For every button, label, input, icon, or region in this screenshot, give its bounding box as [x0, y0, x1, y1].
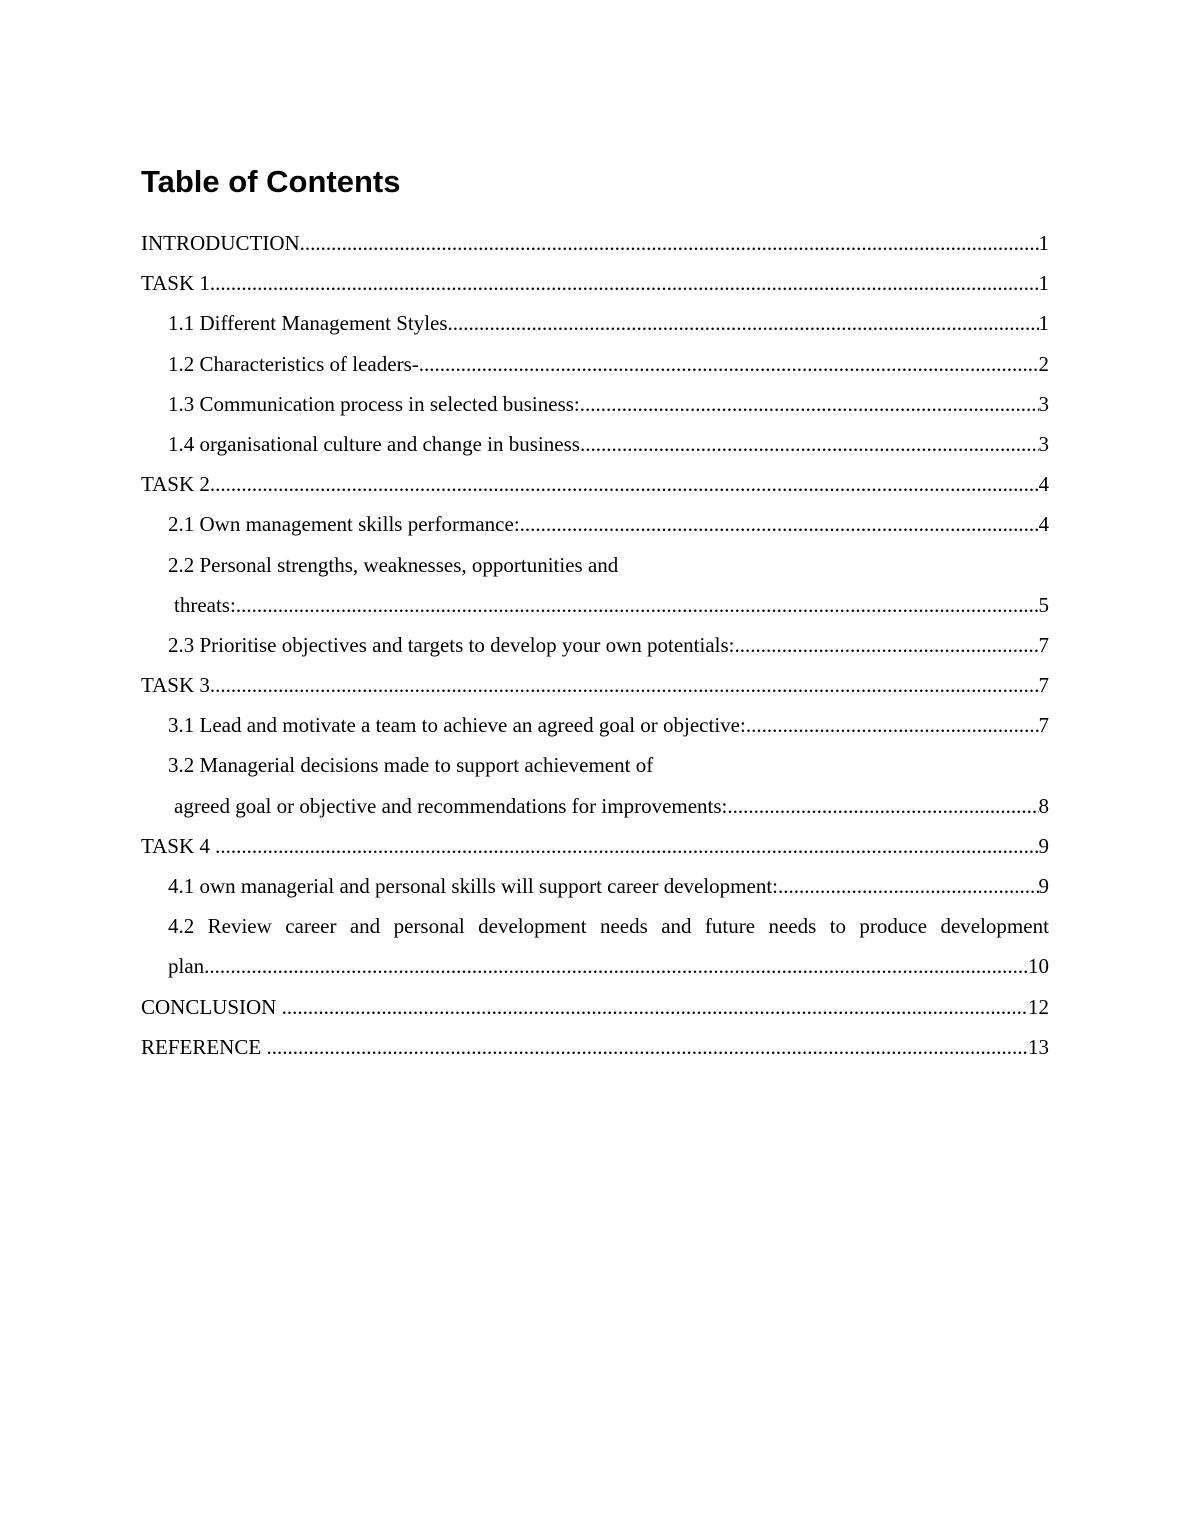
dot-leader [266, 1027, 1028, 1067]
toc-entry-label: TASK 4 [141, 833, 216, 858]
dot-leader [580, 424, 1039, 464]
toc-entry-label: TASK 1 [141, 271, 210, 296]
toc-entry-4-2-line-1[interactable] [141, 906, 1049, 946]
toc-entry-word: development [478, 914, 587, 939]
toc-entry-page: 7 [1038, 673, 1049, 698]
toc-entry-page: 8 [1038, 793, 1049, 818]
toc-entry-label: 2.3 Prioritise objectives and targets to develop your own potentials: [168, 632, 735, 657]
toc-entry-label: 4.1 own managerial and personal skills will support career development: [168, 874, 778, 898]
toc-entry-3-2-line-2[interactable] [141, 786, 1049, 826]
toc-entry-label: TASK 2 [141, 472, 210, 497]
table-of-contents [141, 223, 1049, 1067]
toc-entry-page: 12 [1028, 994, 1049, 1019]
toc-entry-2-1[interactable] [141, 504, 1049, 544]
toc-entry-label: plan [168, 954, 205, 979]
toc-entry-label: INTRODUCTION [141, 231, 300, 255]
toc-entry-1-4[interactable] [141, 424, 1049, 464]
dot-leader [580, 384, 1039, 424]
toc-entry-label: 1.2 Characteristics of leaders- [168, 351, 419, 376]
toc-entry-page: 9 [1038, 833, 1049, 858]
dot-leader [448, 303, 1039, 343]
dot-leader [778, 866, 1039, 906]
dot-leader [520, 504, 1039, 544]
dot-leader [210, 464, 1039, 504]
toc-entry-page: 9 [1038, 874, 1049, 898]
dot-leader [727, 786, 1038, 826]
toc-entry-label: REFERENCE [141, 1034, 267, 1059]
toc-entry-page: 4 [1038, 472, 1049, 497]
toc-heading: Table of Contents [141, 164, 401, 199]
toc-entry-word: Review [207, 914, 272, 939]
toc-entry-page: 3 [1038, 391, 1049, 416]
toc-entry-1-2[interactable] [141, 344, 1049, 384]
toc-entry-label: TASK 3 [141, 673, 210, 698]
toc-entry-2-2-line-1[interactable] [141, 545, 1049, 585]
toc-entry-page: 7 [1038, 632, 1049, 657]
toc-entry-page: 4 [1038, 512, 1049, 537]
toc-entry-word: to [829, 914, 847, 939]
toc-entry-label: agreed goal or objective and recommendations for improvements: [174, 793, 728, 818]
toc-entry-page: 5 [1038, 592, 1049, 617]
toc-entry-3-2-line-1[interactable] [141, 745, 1049, 785]
toc-entry-page: 1 [1038, 311, 1049, 336]
toc-entry-task-4[interactable] [141, 826, 1049, 866]
dot-leader [282, 987, 1028, 1027]
toc-entry-reference[interactable] [141, 1027, 1049, 1067]
toc-entry-word: development [940, 914, 1049, 939]
toc-entry-label: 1.3 Communication process in selected business: [168, 391, 580, 416]
toc-entry-word: personal [393, 914, 465, 939]
toc-entry-page: 13 [1028, 1034, 1049, 1059]
toc-entry-label: CONCLUSION [141, 994, 282, 1019]
dot-leader [204, 946, 1028, 986]
dot-leader [300, 223, 1039, 263]
dot-leader [210, 263, 1039, 303]
toc-entry-4-1[interactable] [141, 866, 1049, 906]
toc-entry-3-1[interactable] [141, 705, 1049, 745]
toc-entry-word: future [704, 914, 756, 939]
toc-entry-task-2[interactable] [141, 464, 1049, 504]
dot-leader [735, 625, 1039, 665]
toc-entry-label: 3.2 Managerial decisions made to support achievement of [168, 753, 654, 778]
toc-entry-word: 4.2 [168, 914, 195, 939]
toc-entry-2-3[interactable] [141, 625, 1049, 665]
toc-entry-1-1[interactable] [141, 303, 1049, 343]
dot-leader [215, 826, 1038, 866]
toc-entry-word: produce [859, 914, 928, 939]
toc-entry-word: needs [599, 914, 648, 939]
toc-entry-4-2-line-2[interactable] [141, 946, 1049, 986]
toc-entry-page: 1 [1038, 271, 1049, 296]
dot-leader [210, 665, 1039, 705]
toc-entry-label: 1.1 Different Management Styles [168, 311, 448, 336]
toc-entry-task-1[interactable] [141, 263, 1049, 303]
toc-entry-page: 2 [1038, 351, 1049, 376]
toc-entry-page: 3 [1038, 431, 1049, 456]
dot-leader [419, 344, 1039, 384]
toc-entry-word: needs [768, 914, 817, 939]
toc-entry-word: and [349, 914, 381, 939]
toc-entry-word: and [661, 914, 692, 939]
toc-entry-label: 2.1 Own management skills performance: [168, 512, 520, 537]
toc-entry-page: 7 [1038, 713, 1049, 738]
toc-entry-introduction[interactable] [141, 223, 1049, 263]
toc-entry-label: threats: [174, 592, 236, 617]
toc-entry-page: 1 [1038, 231, 1049, 255]
toc-entry-page: 10 [1028, 954, 1049, 979]
toc-entry-word: career [285, 914, 337, 939]
toc-entry-task-3[interactable] [141, 665, 1049, 705]
dot-leader [236, 585, 1039, 625]
toc-entry-2-2-line-2[interactable] [141, 585, 1049, 625]
toc-entry-label: 1.4 organisational culture and change in business [168, 431, 580, 456]
toc-entry-1-3[interactable] [141, 384, 1049, 424]
toc-entry-label: 3.1 Lead and motivate a team to achieve an agreed goal or objective: [168, 713, 746, 738]
dot-leader [746, 705, 1039, 745]
toc-entry-label: 2.2 Personal strengths, weaknesses, opportunities and [168, 552, 619, 577]
toc-entry-conclusion[interactable] [141, 987, 1049, 1027]
